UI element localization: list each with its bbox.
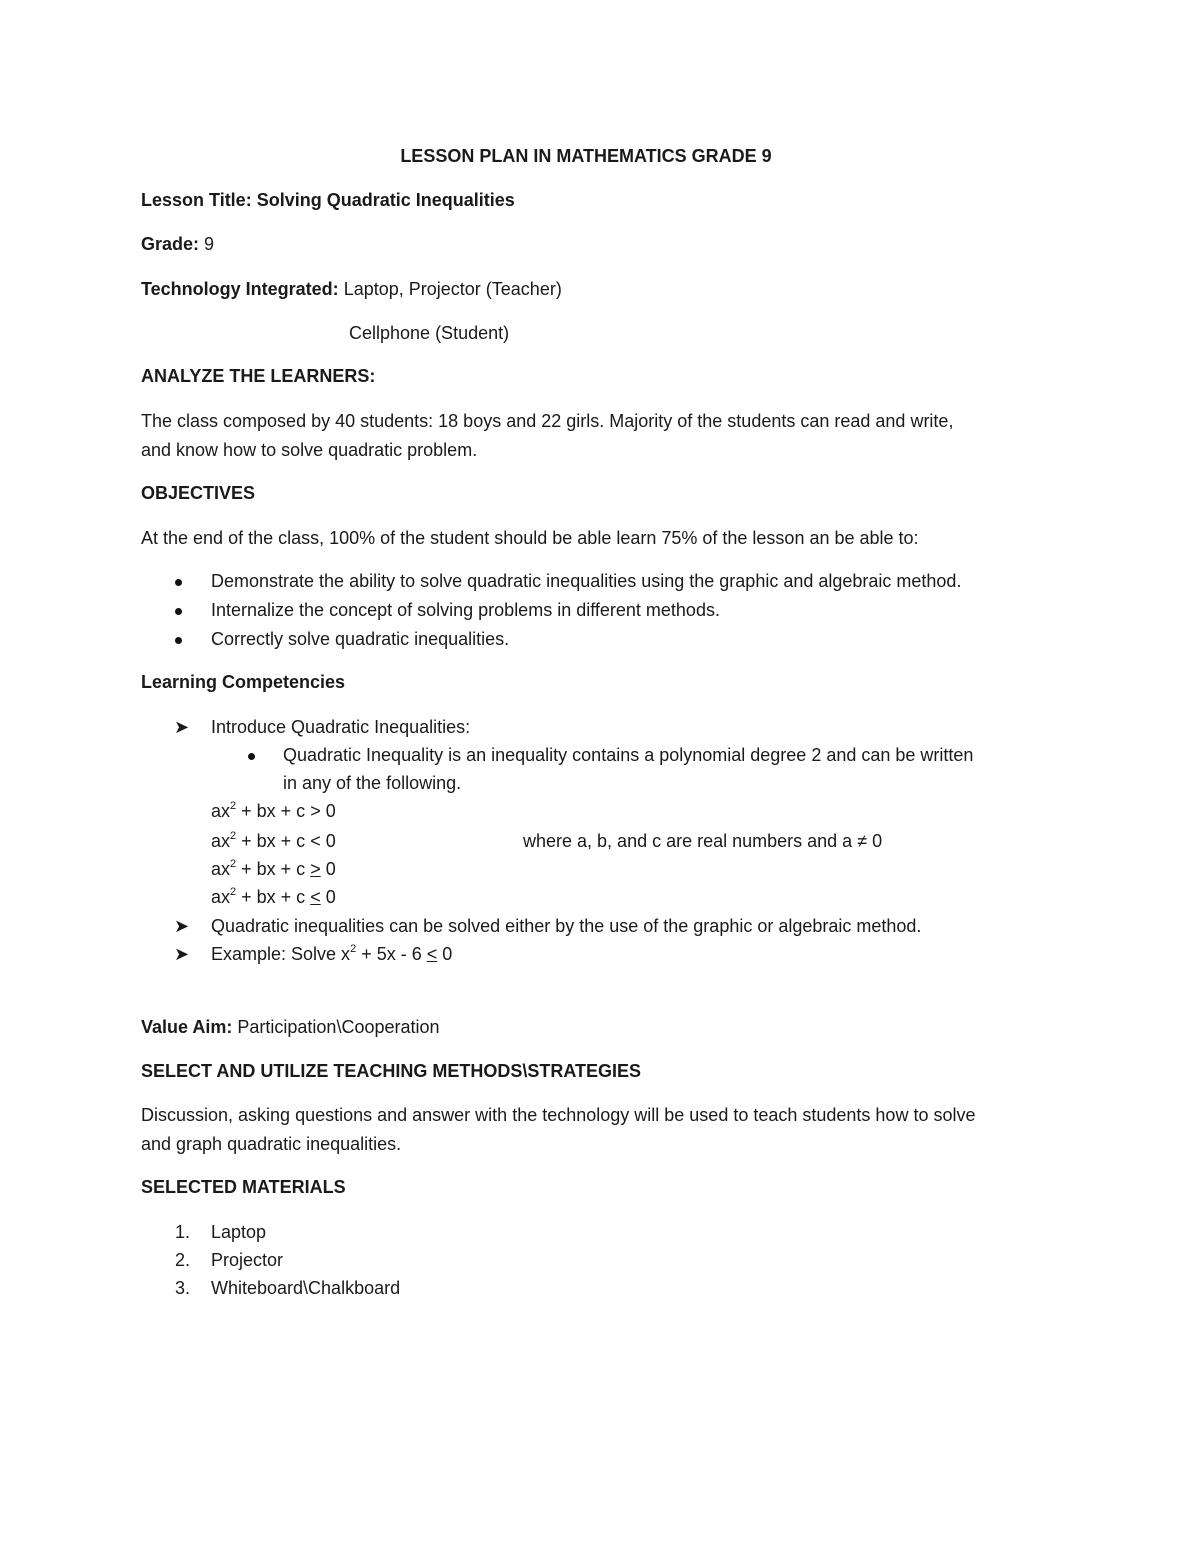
grade-row bbox=[141, 233, 214, 255]
objective-bullet bbox=[175, 570, 182, 592]
arrow-bullet-icon: ➤ bbox=[174, 916, 190, 936]
objectives-intro: At the end of the class, 100% of the student should be able learn 75% of the lesson an be able to: bbox=[141, 528, 919, 548]
technology-row bbox=[141, 278, 562, 300]
material-item: Projector bbox=[211, 1250, 284, 1270]
methods-text-line1: Discussion, asking questions and answer with the technology will be used to teach students how to solve bbox=[141, 1105, 976, 1125]
material-number: 1. bbox=[175, 1222, 191, 1242]
objective-bullet bbox=[175, 599, 182, 621]
where-note: where a, b, and c are real numbers and a ≠ 0 bbox=[523, 831, 883, 851]
document-title: LESSON PLAN IN MATHEMATICS GRADE 9 bbox=[400, 146, 772, 166]
inequality-form: $ax^2$ + bx + c > 0 bbox=[211, 858, 336, 879]
objective-item: Demonstrate the ability to solve quadratic inequalities using the graphic and algebraic method. bbox=[211, 571, 962, 591]
definition-line1: Quadratic Inequality is an inequality contains a polynomial degree 2 and can be written bbox=[283, 745, 974, 765]
inequality-form: $ax^2$ + bx + c < 0 bbox=[211, 830, 336, 851]
material-number: 3. bbox=[175, 1278, 191, 1298]
material-item: Whiteboard\Chalkboard bbox=[211, 1278, 401, 1298]
objective-bullet bbox=[175, 628, 182, 650]
lesson-title-label: Lesson Title: bbox=[141, 190, 252, 210]
example-line: Example: Solve $x^2 + 5x - 6 < 0$ bbox=[211, 943, 453, 964]
definition-line2: in any of the following. bbox=[283, 773, 462, 793]
methods-heading: SELECT AND UTILIZE TEACHING METHODS\STRATEGIES bbox=[141, 1061, 642, 1081]
objective-item: Internalize the concept of solving problems in different methods. bbox=[211, 600, 720, 620]
definition-bullet bbox=[248, 744, 255, 766]
materials-heading: SELECTED MATERIALS bbox=[141, 1177, 346, 1197]
technology-student: Cellphone (Student) bbox=[349, 323, 510, 343]
competencies-intro: Introduce Quadratic Inequalities: bbox=[211, 717, 471, 737]
arrow-bullet-icon: ➤ bbox=[174, 717, 190, 737]
analyze-text-line1: The class composed by 40 students: 18 boys and 22 girls. Majority of the students can read and write, bbox=[141, 411, 954, 431]
arrow-bullet-icon: ➤ bbox=[174, 944, 190, 964]
technology-label: Technology Integrated: bbox=[141, 279, 339, 299]
analyze-text-line2: and know how to solve quadratic problem. bbox=[141, 440, 478, 460]
analyze-heading: ANALYZE THE LEARNERS: bbox=[141, 366, 376, 386]
method-note: Quadratic inequalities can be solved either by the use of the graphic or algebraic method. bbox=[211, 916, 922, 936]
material-number: 2. bbox=[175, 1250, 191, 1270]
grade-label: Grade: bbox=[141, 234, 200, 254]
inequality-form: $ax^2$ + bx + c < 0 bbox=[211, 886, 336, 907]
inequality-form: $ax^2$ + bx + c > 0 bbox=[211, 800, 336, 821]
value-aim-label: Value Aim: bbox=[141, 1017, 233, 1037]
grade-value: 9 bbox=[204, 234, 215, 254]
methods-text-line2: and graph quadratic inequalities. bbox=[141, 1134, 402, 1154]
material-item: Laptop bbox=[211, 1222, 267, 1242]
lesson-title-value: Solving Quadratic Inequalities bbox=[256, 190, 515, 210]
competencies-heading: Learning Competencies bbox=[141, 672, 346, 692]
value-aim-value: Participation\Cooperation bbox=[237, 1017, 440, 1037]
value-aim-row bbox=[141, 1016, 440, 1038]
technology-teacher: Laptop, Projector (Teacher) bbox=[343, 279, 562, 299]
objectives-heading: OBJECTIVES bbox=[141, 483, 256, 503]
lesson-title-row bbox=[141, 189, 515, 211]
objective-item: Correctly solve quadratic inequalities. bbox=[211, 629, 510, 649]
